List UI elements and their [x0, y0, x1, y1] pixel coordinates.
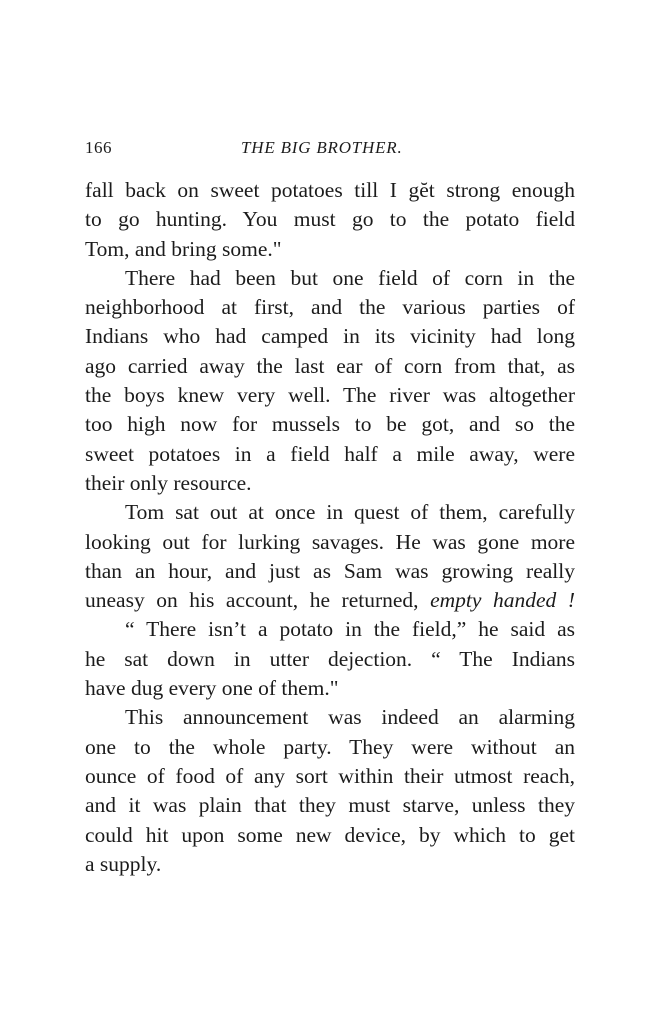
text-line: neighborhood at first, and the various parties of [85, 295, 575, 320]
italic-phrase: empty handed ! [430, 588, 575, 613]
text-line: sweet potatoes in a field half a mile away, were [85, 441, 575, 466]
text-line: he sat down in utter dejection. “ The Indians [85, 646, 575, 671]
body-text [85, 176, 575, 879]
text-line: Indians who had camped in its vicinity had long [85, 324, 575, 349]
text-line: have dug every one of them." [85, 676, 339, 701]
text-line: fall back on sweet potatoes till I gĕt strong enough [85, 178, 575, 202]
text-line: a supply. [85, 851, 162, 876]
running-head [85, 138, 573, 164]
paragraph-first-line: This announcement was indeed an alarming [125, 705, 575, 730]
page-number: 166 [85, 138, 112, 157]
text-line [85, 586, 575, 615]
paragraph-first-line: There had been but one field of corn in the [125, 265, 575, 290]
text-line: ounce of food of any sort within their utmost reach, [85, 763, 575, 788]
text-line: ago carried away the last ear of corn from that, as [85, 353, 575, 378]
running-title: THE BIG BROTHER. [241, 138, 403, 157]
text-line: the boys knew very well. The river was altogether [85, 383, 575, 408]
paragraph-first-line: “ There isn’t a potato in the field,” he said as [125, 617, 575, 642]
text-line: one to the whole party. They were without an [85, 734, 575, 759]
text-line: and it was plain that they must starve, unless they [85, 793, 575, 818]
text-line: Tom, and bring some." [85, 236, 282, 261]
paragraph-first-line: Tom sat out at once in quest of them, carefully [125, 500, 575, 525]
text-line: too high now for mussels to be got, and so the [85, 412, 575, 437]
text-line: to go hunting. You must go to the potato field [85, 207, 575, 232]
text-line: could hit upon some new device, by which to get [85, 822, 575, 847]
text-line: their only resource. [85, 470, 252, 495]
text-line: looking out for lurking savages. He was gone more [85, 529, 575, 554]
text-line: than an hour, and just as Sam was growing really [85, 558, 575, 583]
text-segment: uneasy on his account, he returned, [85, 588, 419, 613]
